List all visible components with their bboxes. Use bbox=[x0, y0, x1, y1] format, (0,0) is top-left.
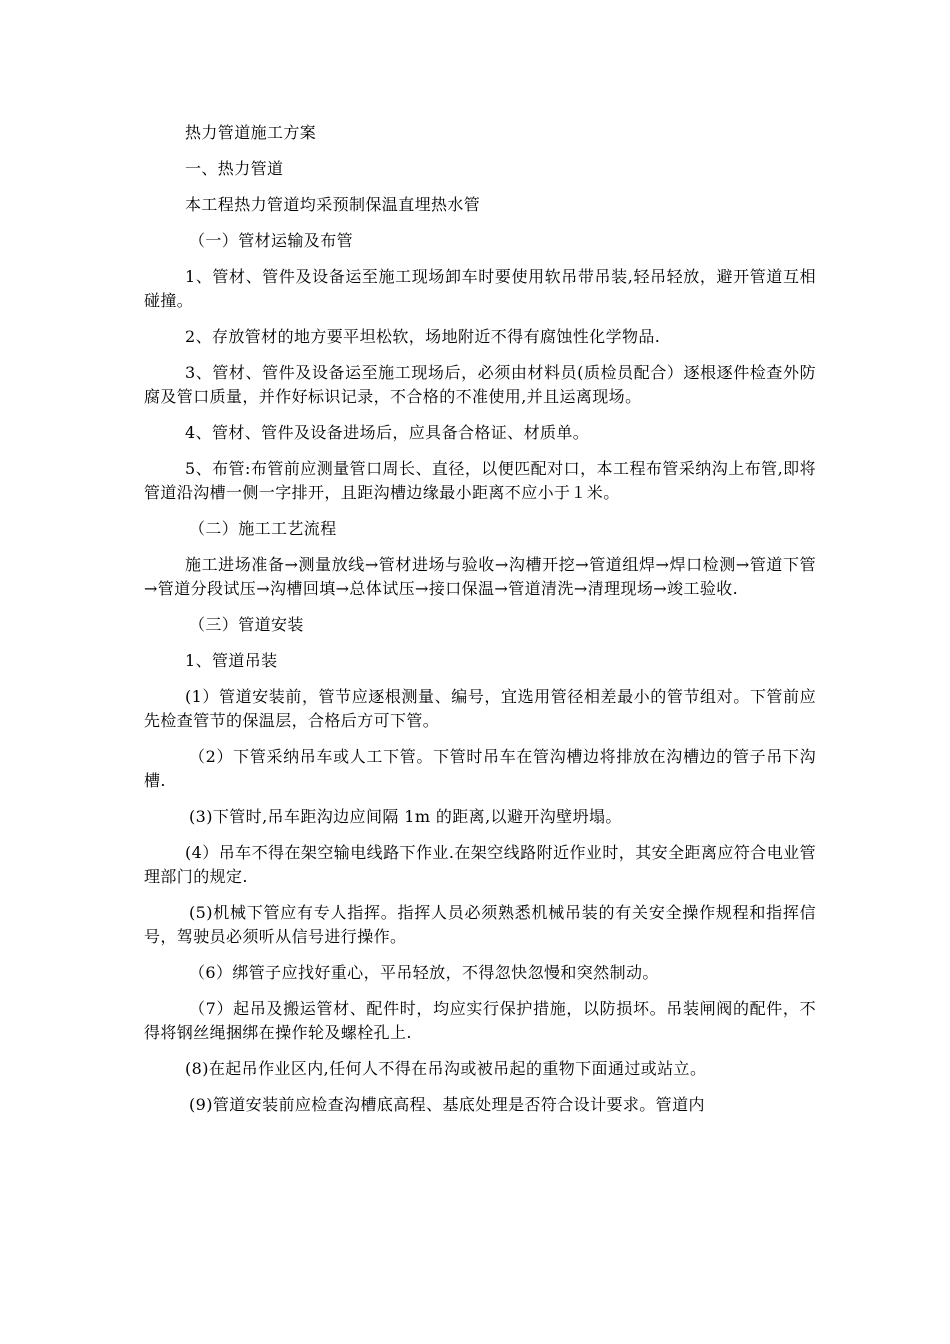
paragraph: （7）起吊及搬运管材、配件时，均应实行保护措施，以防损坏。吊装闸阀的配件，不得将钢丝绳捆绑在操作轮及螺栓孔上. bbox=[144, 999, 816, 1042]
paragraph: 3、管材、管件及设备运至施工现场后，必须由材料员(质检员配合）逐根逐件检查外防腐及管口质量，并作好标识记录，不合格的不准使用,并且运离现场。 bbox=[144, 363, 816, 406]
paragraph: (9)管道安装前应检查沟槽底高程、基底处理是否符合设计要求。管道内 bbox=[189, 1095, 705, 1114]
document-body bbox=[144, 121, 816, 1129]
paragraph: (8)在起吊作业区内,任何人不得在吊沟或被吊起的重物下面通过或站立。 bbox=[185, 1059, 707, 1078]
paragraph: （2）下管采纳吊车或人工下管。下管时吊车在管沟槽边将排放在沟槽边的管子吊下沟槽. bbox=[144, 747, 816, 790]
paragraph: 本工程热力管道均采预制保温直埋热水管 bbox=[185, 195, 481, 214]
paragraph: (4）吊车不得在架空输电线路下作业.在架空线路附近作业时，其安全距离应符合电业管理部门的规定. bbox=[144, 843, 816, 886]
paragraph: (3)下管时,吊车距沟边应间隔 1m 的距离,以避开沟壁坍塌。 bbox=[189, 807, 622, 826]
paragraph: (1）管道安装前，管节应逐根测量、编号，宜选用管径相差最小的管节组对。下管前应先检查管节的保温层，合格后方可下管。 bbox=[144, 687, 816, 730]
paragraph: 施工进场准备→测量放线→管材进场与验收→沟槽开挖→管道组焊→焊口检测→管道下管→管道分段试压→沟槽回填→总体试压→接口保温→管道清洗→清理现场→竣工验收. bbox=[144, 555, 816, 598]
subsection-heading: （二）施工工艺流程 bbox=[189, 519, 337, 538]
subsection-heading: （三）管道安装 bbox=[189, 615, 304, 634]
paragraph: (5)机械下管应有专人指挥。指挥人员必须熟悉机械吊装的有关安全操作规程和指挥信号，驾驶员必须听从信号进行操作。 bbox=[144, 903, 816, 946]
document-title: 热力管道施工方案 bbox=[185, 123, 317, 142]
paragraph: 4、管材、管件及设备进场后，应具备合格证、材质单。 bbox=[185, 423, 590, 442]
paragraph: 1、管材、管件及设备运至施工现场卸车时要使用软吊带吊装,轻吊轻放，避开管道互相碰撞。 bbox=[144, 267, 816, 310]
paragraph: 1、管道吊装 bbox=[185, 651, 278, 670]
paragraph: 2、存放管材的地方要平坦松软，场地附近不得有腐蚀性化学物品. bbox=[185, 327, 661, 346]
section-heading: 一、热力管道 bbox=[185, 159, 284, 178]
subsection-heading: （一）管材运输及布管 bbox=[189, 231, 354, 250]
paragraph: （6）绑管子应找好重心，平吊轻放，不得忽快忽慢和突然制动。 bbox=[189, 963, 659, 982]
paragraph: 5、布管:布管前应测量管口周长、直径，以便匹配对口，本工程布管采纳沟上布管,即将管道沿沟槽一侧一字排开，且距沟槽边缘最小距离不应小于１米。 bbox=[144, 459, 816, 502]
